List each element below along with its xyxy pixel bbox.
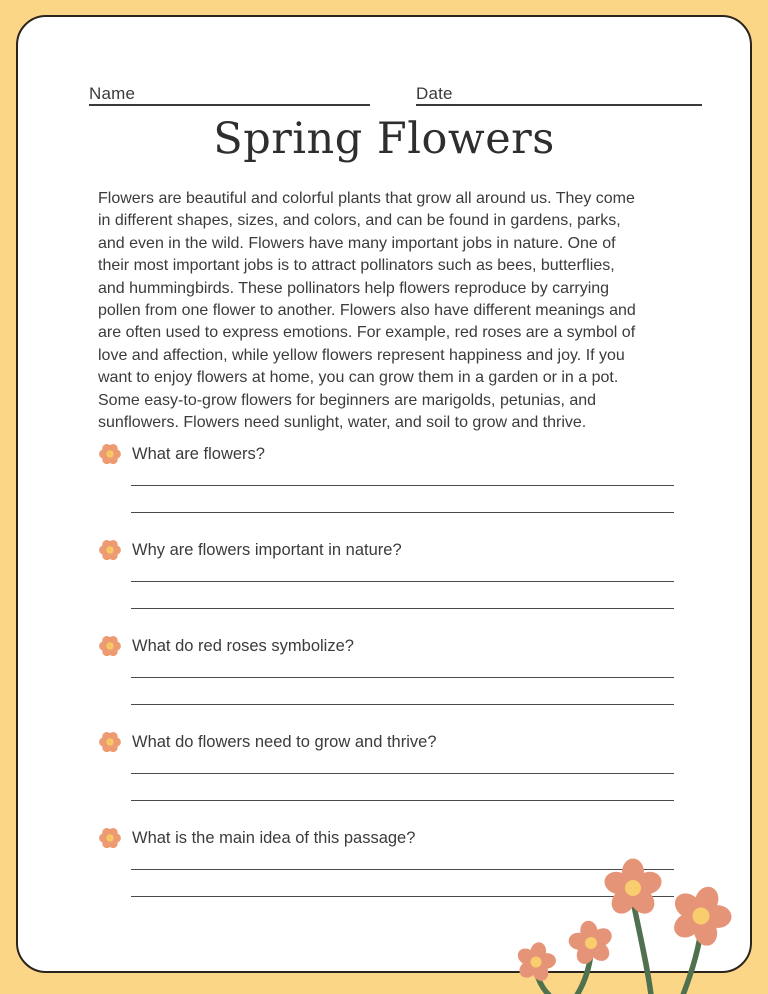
passage-line: their most important jobs is to attract pollinators such as bees, butterflies, bbox=[98, 257, 615, 275]
question-text: What do red roses symbolize? bbox=[132, 636, 354, 655]
passage-line: and even in the wild. Flowers have many important jobs in nature. One of bbox=[98, 234, 616, 252]
answer-line bbox=[131, 678, 674, 705]
reading-passage bbox=[98, 188, 694, 434]
passage-line: and hummingbirds. These pollinators help flowers reproduce by carrying bbox=[98, 279, 610, 297]
passage-line: love and affection, while yellow flowers represent happiness and joy. If you bbox=[98, 346, 625, 364]
flower-icon bbox=[98, 730, 122, 754]
flower-icon bbox=[98, 634, 122, 658]
passage-line: in different shapes, sizes, and colors, and can be found in gardens, parks, bbox=[98, 212, 621, 230]
question-text: What is the main idea of this passage? bbox=[132, 828, 416, 847]
question-list bbox=[98, 442, 674, 897]
passage-line: pollen from one flower to another. Flowers also have different meanings and bbox=[98, 302, 636, 320]
passage-line: Some easy-to-grow flowers for beginners are marigolds, petunias, and bbox=[98, 391, 597, 409]
flower-icon bbox=[98, 442, 122, 466]
name-field bbox=[89, 77, 370, 106]
page-title: Spring Flowers bbox=[213, 114, 555, 164]
passage-line: sunflowers. Flowers need sunlight, water, and soil to grow and thrive. bbox=[98, 414, 587, 432]
flower-icon bbox=[98, 826, 122, 850]
flower-stems-illustration bbox=[505, 845, 768, 994]
answer-line bbox=[131, 774, 674, 801]
answer-line bbox=[131, 562, 674, 582]
date-field bbox=[416, 77, 702, 106]
question-text: What are flowers? bbox=[132, 444, 265, 463]
passage-line: want to enjoy flowers at home, you can grow them in a garden or in a pot. bbox=[98, 369, 619, 387]
question-text: What do flowers need to grow and thrive? bbox=[132, 732, 437, 751]
question-block bbox=[98, 538, 674, 609]
date-label: Date bbox=[416, 84, 453, 103]
question-block bbox=[98, 634, 674, 705]
question-text: Why are flowers important in nature? bbox=[132, 540, 402, 559]
passage-line: are often used to express emotions. For example, red roses are a symbol of bbox=[98, 324, 636, 342]
answer-line bbox=[131, 754, 674, 774]
question-block bbox=[98, 730, 674, 801]
name-label: Name bbox=[89, 84, 136, 103]
worksheet-card bbox=[16, 15, 752, 973]
answer-line bbox=[131, 466, 674, 486]
answer-line bbox=[131, 582, 674, 609]
flower-stems bbox=[536, 901, 701, 994]
answer-line bbox=[131, 658, 674, 678]
flower-petals bbox=[511, 859, 742, 987]
answer-line bbox=[131, 486, 674, 513]
question-block bbox=[98, 442, 674, 513]
flower-icon bbox=[98, 538, 122, 562]
passage-line: Flowers are beautiful and colorful plants that grow all around us. They come bbox=[98, 190, 635, 207]
